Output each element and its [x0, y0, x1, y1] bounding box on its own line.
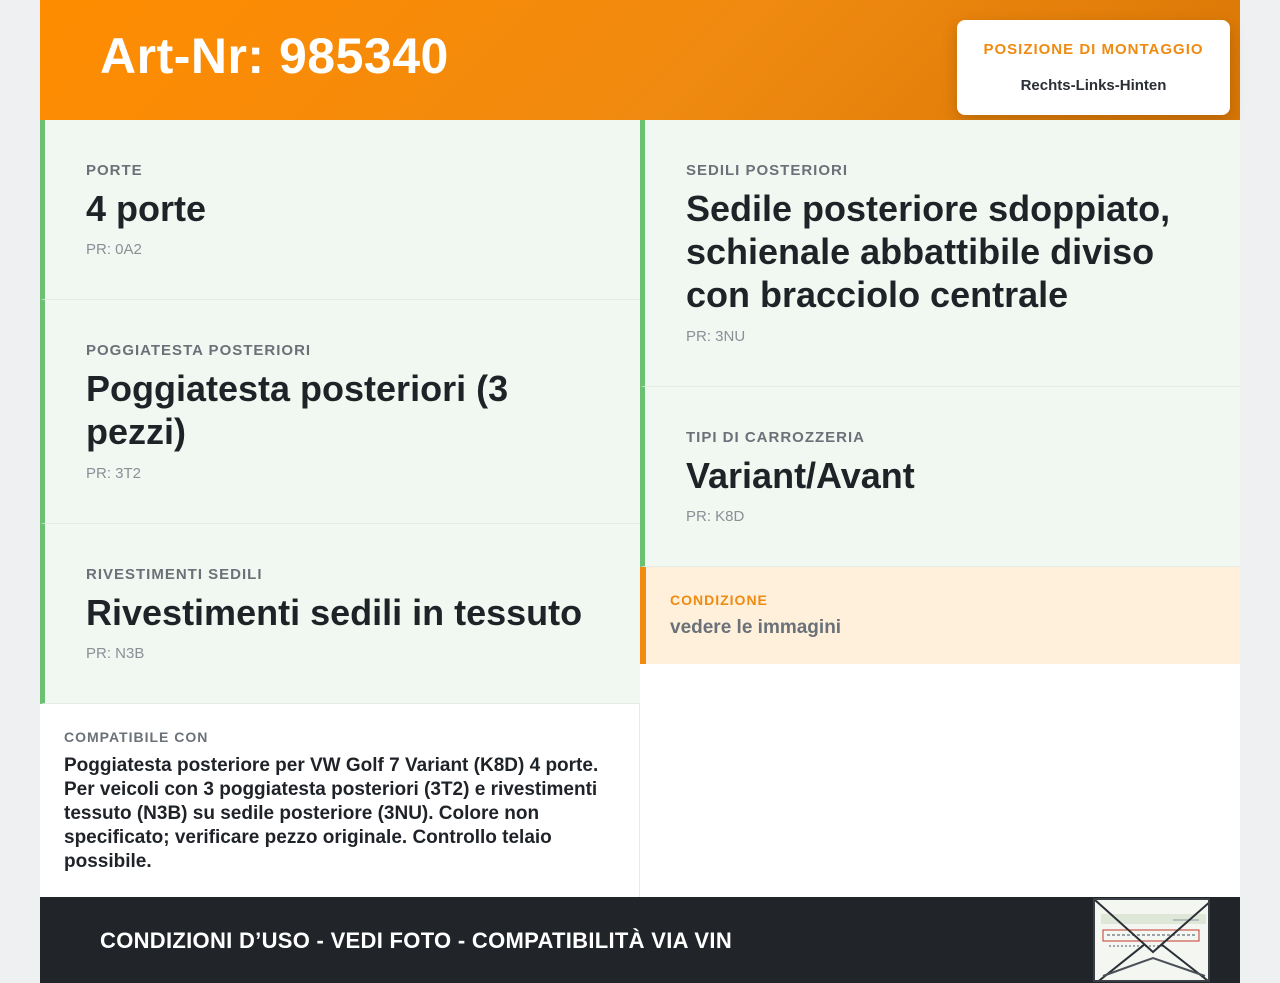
card-pr-code: PR: 3T2 — [86, 465, 142, 482]
compatibility-label: COMPATIBILE CON — [64, 729, 209, 745]
card-rivestimenti — [40, 524, 640, 704]
footer — [40, 897, 1240, 983]
card-value: Sedile posteriore sdoppiato, schienale abbattibile diviso con bracciolo centrale — [686, 188, 1171, 315]
card-pr-code: PR: K8D — [686, 508, 745, 525]
card-porte — [40, 120, 640, 300]
card-sedili-posteriori — [640, 120, 1240, 387]
card-label: POGGIATESTA POSTERIORI — [86, 342, 312, 359]
article-number-title: Art-Nr: 985340 — [100, 28, 449, 84]
header — [40, 0, 1240, 120]
condition-value: vedere le immagini — [670, 617, 842, 638]
footer-terms-text: CONDIZIONI D’USO - VEDI FOTO - COMPATIBILITÀ VIA VIN — [100, 928, 733, 953]
envelope-thumbnail-image — [1095, 900, 1210, 982]
card-pr-code: PR: 3NU — [686, 328, 746, 345]
card-pr-code: PR: N3B — [86, 645, 145, 662]
card-label: SEDILI POSTERIORI — [686, 162, 849, 179]
card-value: Poggiatesta posteriori (3 pezzi) — [86, 368, 509, 452]
envelope-icon[interactable] — [1093, 898, 1210, 982]
condition-label: CONDIZIONE — [670, 592, 768, 608]
mounting-position-card — [957, 20, 1230, 115]
card-carrozzeria — [640, 387, 1240, 567]
card-value: 4 porte — [86, 188, 207, 229]
mounting-position-value: Rechts-Links-Hinten — [1020, 77, 1167, 94]
card-label: PORTE — [86, 162, 143, 179]
card-pr-code: PR: 0A2 — [86, 241, 142, 258]
card-poggiatesta — [40, 300, 640, 524]
compatibility-text: Poggiatesta posteriore per VW Golf 7 Variant (K8D) 4 porte. Per veicoli con 3 poggiatesta posteriori (3T2) e rivestimenti tessuto (N3B) su sedile posteriore (3NU). Colore non specificato; verificare pezzo originale. Controllo telaio possibile. — [64, 755, 599, 872]
compatibility-section — [40, 704, 640, 897]
mounting-position-label: POSIZIONE DI MONTAGGIO — [983, 41, 1204, 58]
card-label: RIVESTIMENTI SEDILI — [86, 566, 263, 583]
page — [40, 0, 1240, 983]
card-value: Rivestimenti sedili in tessuto — [86, 592, 583, 633]
condition-box — [640, 567, 1240, 664]
card-label: TIPI DI CARROZZERIA — [686, 429, 865, 446]
card-value: Variant/Avant — [686, 455, 915, 496]
